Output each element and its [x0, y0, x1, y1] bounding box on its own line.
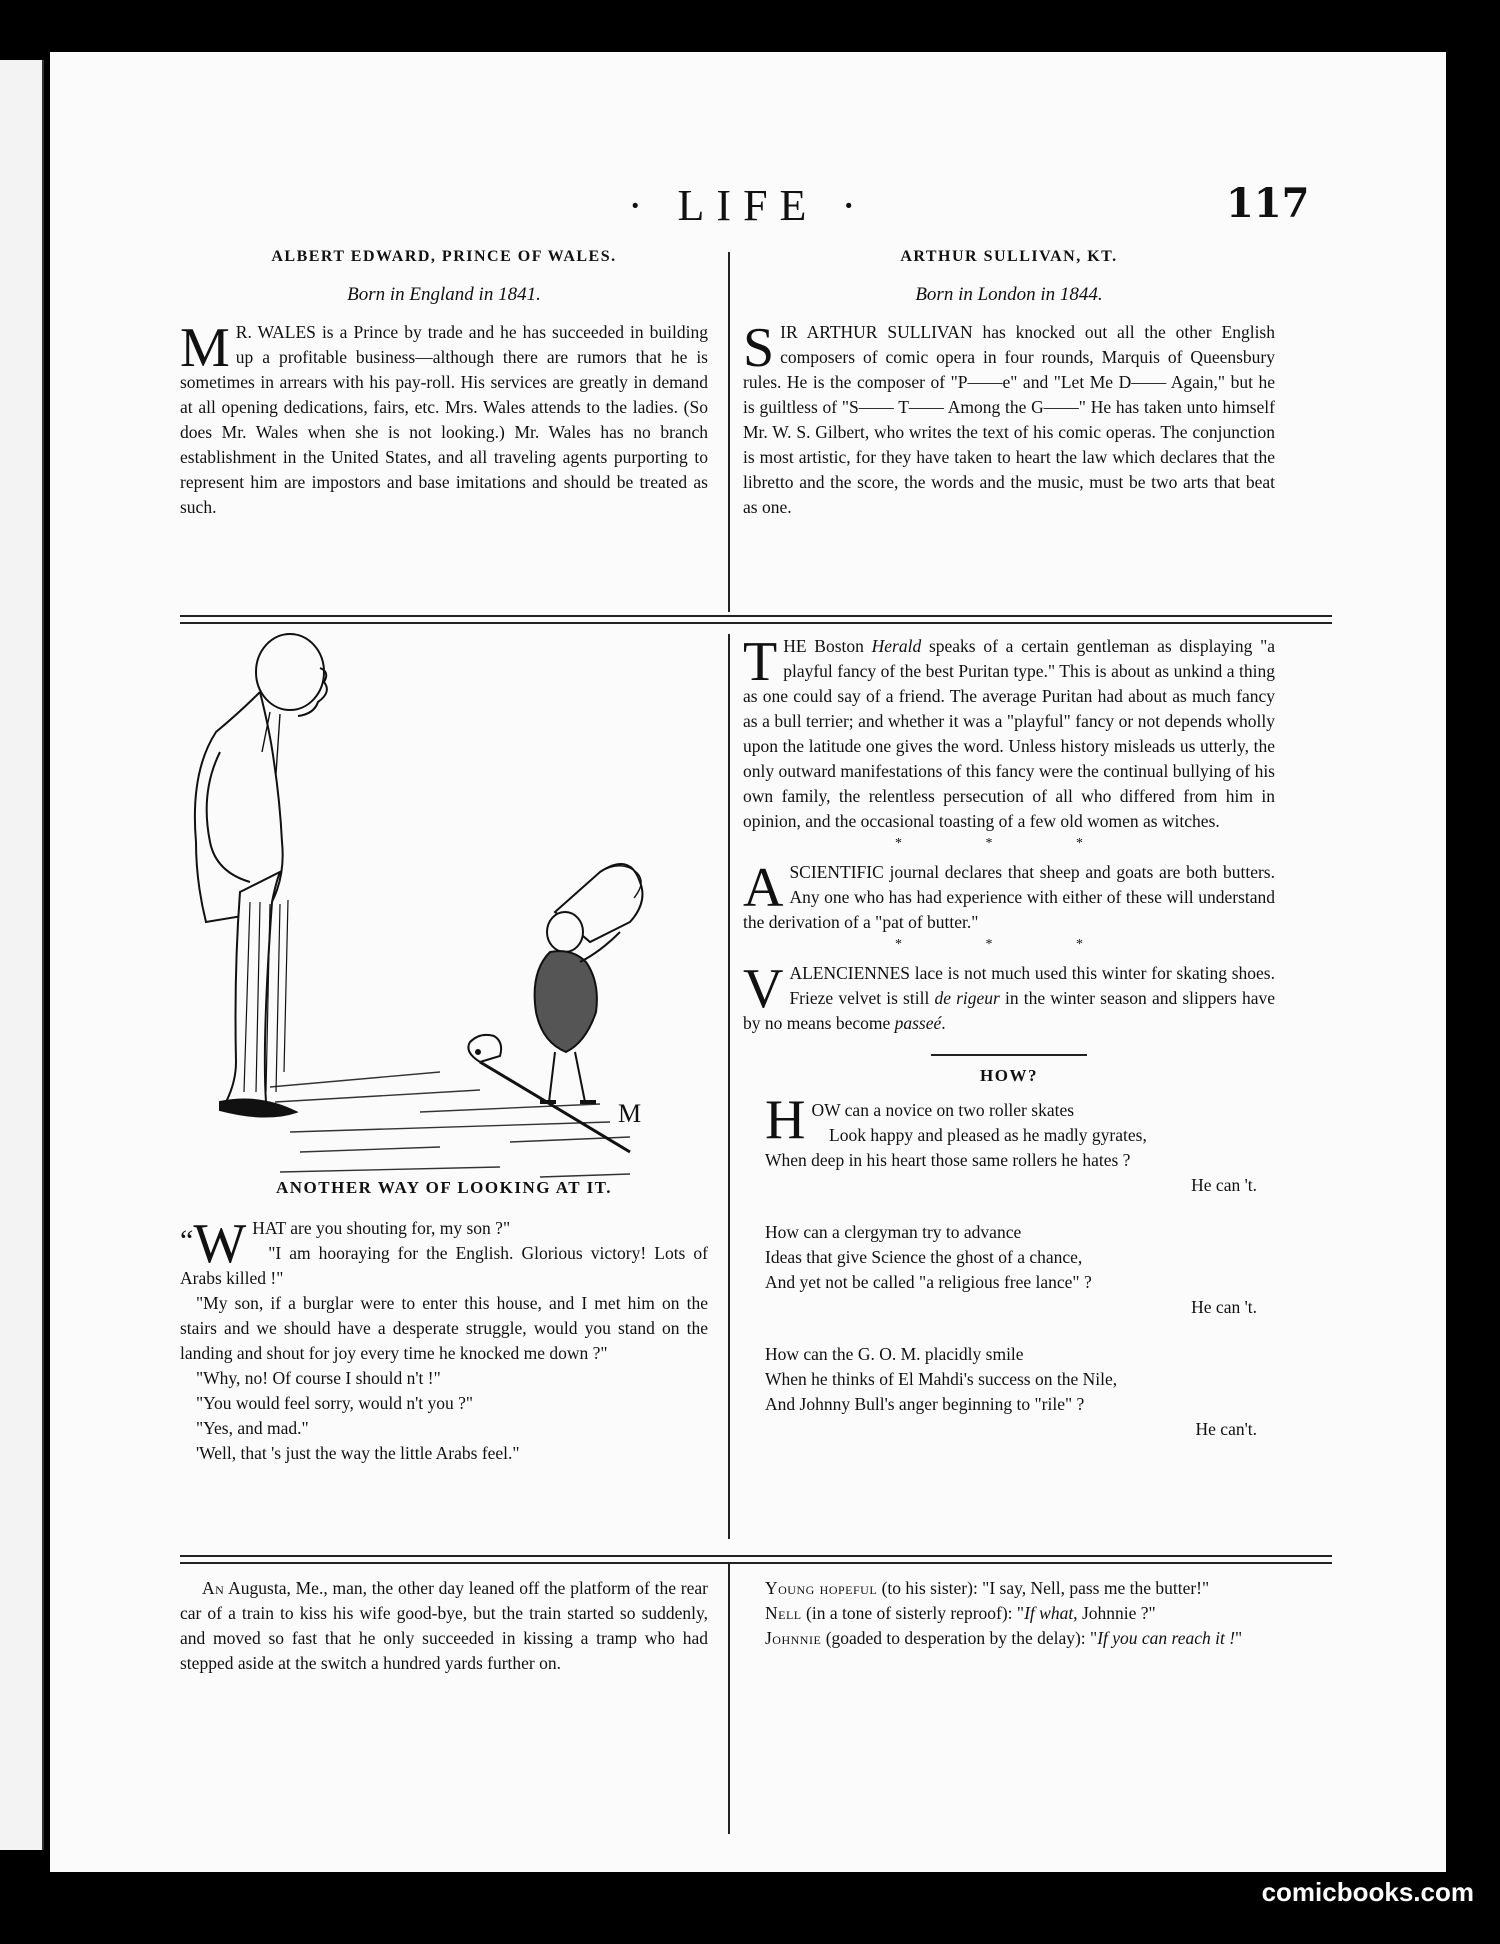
hopeful-line-2-end: Johnnie ?": [1077, 1603, 1156, 1623]
arabs-dialogue: [180, 1213, 708, 1466]
hopeful-line-3-end: ": [1235, 1628, 1243, 1648]
section-stars-2: * * *: [895, 937, 1123, 952]
lace-de-rigeur: de rigeur: [934, 988, 1000, 1008]
augusta-lead: An: [202, 1578, 225, 1598]
magazine-page: [50, 52, 1446, 1872]
section-divider-upper: [180, 615, 1332, 624]
page-number: 117: [1226, 180, 1310, 227]
cartoon-illustration: [180, 632, 720, 1232]
section-stars-1: * * *: [895, 836, 1123, 851]
scan-left-edge: [0, 60, 44, 1850]
arabs-dropcap: W: [193, 1213, 247, 1275]
hopeful-line-2-italic: If what,: [1024, 1603, 1078, 1623]
augusta-article: [180, 1576, 708, 1676]
arabs-line-4: "Why, no! Of course I should n't !": [196, 1368, 441, 1388]
lace-text-pre: ALENCIENNES lace is not much used this winter for skating shoes. Frieze velvet is still: [789, 963, 1275, 1008]
cartoon-caption: ANOTHER WAY OF LOOKING AT IT.: [275, 1178, 613, 1197]
young-hopeful-article: [743, 1576, 1275, 1651]
wales-title: ALBERT EDWARD, PRINCE OF WALES.: [271, 248, 617, 265]
poem-title: HOW?: [980, 1066, 1038, 1085]
boston-herald-name: Herald: [871, 636, 922, 656]
sullivan-dropcap: S: [743, 317, 775, 379]
wales-body: [180, 317, 708, 520]
poem-stanza-2-line-1: How can a clergyman try to advance: [765, 1222, 1022, 1242]
hopeful-line-3-italic: If you can reach it !: [1097, 1628, 1236, 1648]
sullivan-body: [743, 317, 1275, 520]
arabs-quote-mark: “: [180, 1224, 194, 1257]
boston-text-pre: HE Boston: [783, 636, 872, 656]
masthead: · LIFE ·: [627, 181, 869, 230]
hopeful-line-1-text: (to his sister): "I say, Nell, pass me the butter!": [877, 1578, 1210, 1598]
wales-text: R. WALES is a Prince by trade and he has succeeded in building up a profitable business—although there are rumors that he is sometimes in arrears with his pay-roll. His services are greatly in demand at all opening dedications, fairs, etc. Mrs. Wales attends to the ladies. (So does Mr. Wales when she is not looking.) Mr. Wales has no branch establishment in the United States, and all traveling agents purporting to represent him are impostors and base imitations and should be treated as such.: [180, 322, 708, 517]
artist-signature: M: [618, 1099, 642, 1128]
column-rule-top: [728, 252, 730, 612]
watermark: comicbooks.com: [1261, 1877, 1474, 1907]
poem-separator: [931, 1054, 1087, 1056]
section-divider-lower: [180, 1555, 1332, 1564]
lace-dropcap: V: [743, 958, 784, 1020]
old-man-figure: [195, 634, 327, 1117]
boston-dropcap: T: [743, 631, 778, 693]
hopeful-line-2-text: (in a tone of sisterly reproof): ": [801, 1603, 1025, 1623]
sullivan-article: [743, 248, 1275, 520]
sullivan-text: IR ARTHUR SULLIVAN has knocked out all the other English composers of comic opera in four rounds, Marquis of Queensbury rules. He is the composer of "P——e" and "Let Me D—— Again," but he is guiltless of "S—— T—— Among the G——" He has taken unto himself Mr. W. S. Gilbert, who writes the text of his comic operas. The conjunction is most artistic, for they have taken to heart the law which declares that the libretto and the score, the words and the music, must be two arts that beat as one.: [743, 322, 1275, 517]
wales-article: [180, 248, 708, 520]
arabs-line-2: "I am hooraying for the English. Glorious victory! Lots of Arabs killed !": [180, 1243, 708, 1288]
arabs-line-5: "You would feel sorry, would n't you ?": [196, 1393, 474, 1413]
ground-hatching: [270, 1072, 630, 1177]
poem-line-text: OW can a novice on two roller skates: [811, 1100, 1075, 1120]
right-middle-column: [743, 631, 1275, 1464]
arabs-line-1: HAT are you shouting for, my son ?": [252, 1218, 511, 1238]
poem-stanza-3-line-1: How can the G. O. M. placidly smile: [765, 1344, 1024, 1364]
column-rule-middle: [728, 634, 730, 1539]
poem-stanza-2-line-2: Ideas that give Science the ghost of a chance,: [765, 1247, 1083, 1267]
poem-refrain-3: He can't.: [1195, 1419, 1257, 1439]
sheep-article: [743, 857, 1275, 935]
poem-stanza-2-line-3: And yet not be called "a religious free lance" ?: [765, 1272, 1092, 1292]
poem-dropcap: H: [765, 1089, 806, 1151]
sullivan-born: Born in London in 1844.: [915, 284, 1103, 305]
boston-text-post: speaks of a certain gentleman as displaying "a playful fancy of the best Puritan type." This is about as unkind a thing as one could say of a friend. The average Puritan had about as much fancy as a bull terrier; and whether it was a "playful" fancy or not depends wholly upon the latitude one gives the word. Unless history misleads us utterly, the only outward manifestations of this fancy were the continual bullying of his own family, the relentless persecution of all who differed from him in opinion, and the occasional toasting of a few old women as witches.: [743, 636, 1275, 831]
sheep-text: SCIENTIFIC journal declares that sheep and goats are both butters. Any one who has had experience with either of these will understand the derivation of a "pat of butter.": [743, 862, 1275, 932]
lace-article: [743, 958, 1275, 1036]
lace-text-end: .: [941, 1013, 946, 1033]
arabs-line-3: "My son, if a burglar were to enter this house, and I met him on the stairs and we should have a desperate struggle, would you stand on the landing and shout for joy every time he knocked me down ?": [180, 1293, 708, 1363]
sheep-dropcap: A: [743, 857, 784, 919]
speaker-young-hopeful: Young hopeful: [765, 1578, 878, 1598]
wales-born: Born in England in 1841.: [347, 284, 541, 305]
how-poem: [743, 1089, 1275, 1442]
lace-text-mid: in the winter season and slippers have by no means become: [743, 988, 1275, 1033]
poem-refrain-2: He can 't.: [1191, 1297, 1257, 1317]
speaker-johnnie: Johnnie: [765, 1628, 822, 1648]
speaker-nell: Nell: [765, 1603, 802, 1623]
poem-refrain-1: He can 't.: [1191, 1175, 1257, 1195]
boston-herald-article: [743, 631, 1275, 834]
poem-stanza-3-line-3: And Johnny Bull's anger beginning to "rile" ?: [765, 1394, 1085, 1414]
arabs-first-para: [180, 1213, 708, 1291]
lace-passee: passeé: [894, 1013, 942, 1033]
augusta-text: Augusta, Me., man, the other day leaned off the platform of the rear car of a train to kiss his wife good-bye, but the train started so suddenly, and moved so fast that he only succeeded in kissing a tramp who had stepped aside at the switch a hundred yards further on.: [180, 1578, 708, 1673]
arabs-line-7: 'Well, that 's just the way the little Arabs feel.": [196, 1443, 520, 1463]
hopeful-line-1: [743, 1576, 1275, 1601]
sullivan-title: ARTHUR SULLIVAN, KT.: [900, 248, 1118, 265]
arabs-line-6: "Yes, and mad.": [196, 1418, 309, 1438]
hopeful-line-3-text: (goaded to desperation by the delay): ": [821, 1628, 1098, 1648]
hopeful-line-2: [743, 1601, 1275, 1626]
hopeful-line-3: [743, 1626, 1275, 1651]
column-rule-bottom: [728, 1562, 730, 1834]
poem-stanza-1-line-3: When deep in his heart those same rollers he hates ?: [765, 1150, 1131, 1170]
wales-dropcap: M: [180, 317, 230, 379]
poem-stanza-3-line-2: When he thinks of El Mahdi's success on the Nile,: [765, 1369, 1118, 1389]
poem-stanza-1-line-2: Look happy and pleased as he madly gyrates,: [829, 1125, 1147, 1145]
